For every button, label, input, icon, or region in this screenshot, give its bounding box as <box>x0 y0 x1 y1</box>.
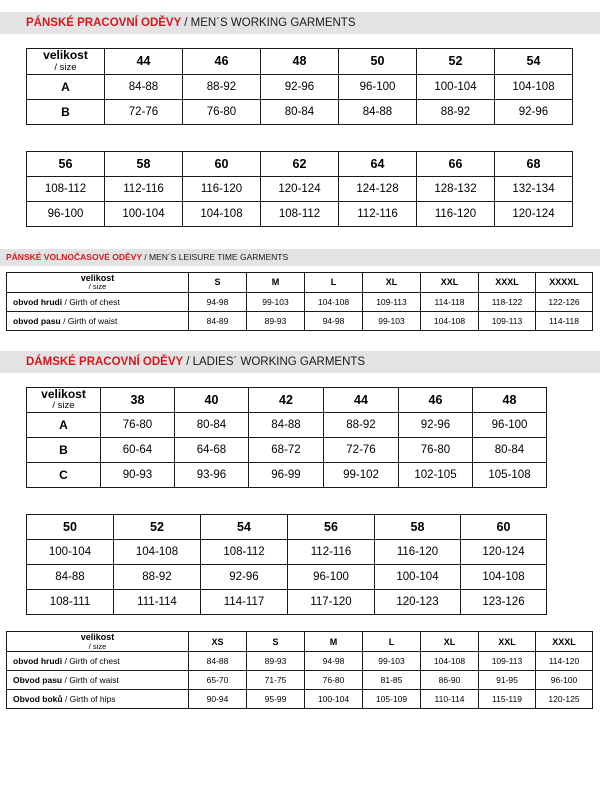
table-row <box>7 311 593 330</box>
col-header-size: L <box>363 632 421 652</box>
col-header-size: 40 <box>175 387 249 413</box>
cell-value: 111-114 <box>114 590 201 615</box>
cell-value: 112-116 <box>288 540 375 565</box>
row-label-cz: Obvod boků <box>13 694 63 705</box>
header-velikost <box>27 49 105 75</box>
col-header-size: XL <box>421 632 479 652</box>
cell-value: 80-84 <box>261 99 339 124</box>
cell-value: 72-76 <box>324 438 399 463</box>
row-label-cz: obvod pasu <box>13 315 61 326</box>
cell-value: 88-92 <box>114 565 201 590</box>
row-label-en: / Girth of chest <box>62 296 120 307</box>
col-header-size: XXXL <box>536 632 593 652</box>
col-header-size: 38 <box>101 387 175 413</box>
row-label: A <box>27 413 101 438</box>
cell-value: 96-99 <box>249 463 324 488</box>
col-header-size: XXL <box>421 272 479 292</box>
row-label <box>7 292 189 311</box>
cell-value: 120-124 <box>261 176 339 201</box>
cell-value: 84-88 <box>339 99 417 124</box>
table-row <box>27 99 573 124</box>
col-header-size: 66 <box>417 151 495 176</box>
col-header-size: M <box>305 632 363 652</box>
table-row <box>7 671 593 690</box>
row-label-en: / Girth of chest <box>62 656 120 667</box>
row-label: A <box>27 74 105 99</box>
cell-value: 94-98 <box>305 652 363 671</box>
section-title-men-leisure-en: / MEN´S LEISURE TIME GARMENTS <box>144 252 289 263</box>
col-header-size: XL <box>363 272 421 292</box>
row-label <box>7 671 189 690</box>
cell-value: 100-104 <box>105 201 183 226</box>
cell-value: 96-100 <box>288 565 375 590</box>
cell-value: 104-108 <box>421 311 479 330</box>
table-ladies-working-1 <box>26 387 547 489</box>
cell-value: 116-120 <box>183 176 261 201</box>
section-title-men-leisure-cz: PÁNSKÉ VOLNOČASOVÉ ODĚVY <box>6 252 145 263</box>
cell-value: 89-93 <box>247 311 305 330</box>
cell-value: 120-124 <box>461 540 547 565</box>
row-label: B <box>27 99 105 124</box>
cell-value: 102-105 <box>399 463 473 488</box>
table-row <box>27 49 573 75</box>
table-row <box>27 413 547 438</box>
col-header-size: 54 <box>201 515 288 540</box>
cell-value: 118-122 <box>479 292 536 311</box>
table-ladies-working-2 <box>26 514 547 615</box>
cell-value: 128-132 <box>417 176 495 201</box>
col-header-size: S <box>247 632 305 652</box>
col-header-size: 60 <box>183 151 261 176</box>
cell-value: 108-111 <box>27 590 114 615</box>
cell-value: 124-128 <box>339 176 417 201</box>
size-label: / size <box>52 400 75 412</box>
cell-value: 117-120 <box>288 590 375 615</box>
section-title-men-working-en: / MEN´S WORKING GARMENTS <box>184 17 356 29</box>
cell-value: 89-93 <box>247 652 305 671</box>
cell-value: 65-70 <box>189 671 247 690</box>
cell-value: 76-80 <box>183 99 261 124</box>
col-header-size: 42 <box>249 387 324 413</box>
table-row <box>7 690 593 709</box>
table-row <box>7 632 593 652</box>
cell-value: 91-95 <box>479 671 536 690</box>
table-row <box>27 387 547 413</box>
col-header-size: 44 <box>324 387 399 413</box>
col-header-size: 44 <box>105 49 183 75</box>
col-header-size: XXXXL <box>536 272 593 292</box>
col-header-size: 50 <box>339 49 417 75</box>
table-row <box>7 272 593 292</box>
col-header-size: 52 <box>417 49 495 75</box>
cell-value: 104-108 <box>183 201 261 226</box>
cell-value: 72-76 <box>105 99 183 124</box>
cell-value: 114-118 <box>536 311 593 330</box>
table-row <box>27 565 547 590</box>
cell-value: 80-84 <box>473 438 547 463</box>
table-row <box>7 292 593 311</box>
col-header-size: 58 <box>105 151 183 176</box>
cell-value: 132-134 <box>495 176 573 201</box>
cell-value: 84-88 <box>27 565 114 590</box>
cell-value: 99-103 <box>247 292 305 311</box>
cell-value: 104-108 <box>305 292 363 311</box>
velikost-label: velikost <box>80 632 115 643</box>
cell-value: 68-72 <box>249 438 324 463</box>
cell-value: 114-120 <box>536 652 593 671</box>
cell-value: 94-98 <box>189 292 247 311</box>
cell-value: 122-126 <box>536 292 593 311</box>
section-title-ladies-working <box>0 351 600 373</box>
size-label: / size <box>54 61 77 73</box>
table-row <box>27 515 547 540</box>
cell-value: 100-104 <box>305 690 363 709</box>
cell-value: 92-96 <box>201 565 288 590</box>
cell-value: 84-88 <box>105 74 183 99</box>
cell-value: 108-112 <box>27 176 105 201</box>
cell-value: 120-124 <box>495 201 573 226</box>
col-header-size: 46 <box>399 387 473 413</box>
cell-value: 86-90 <box>421 671 479 690</box>
cell-value: 109-113 <box>479 311 536 330</box>
cell-value: 120-125 <box>536 690 593 709</box>
cell-value: 123-126 <box>461 590 547 615</box>
col-header-size: 64 <box>339 151 417 176</box>
table-ladies-leisure <box>6 631 593 709</box>
cell-value: 92-96 <box>495 99 573 124</box>
row-label <box>7 652 189 671</box>
cell-value: 104-108 <box>114 540 201 565</box>
table-row <box>27 151 573 176</box>
cell-value: 99-103 <box>363 652 421 671</box>
section-title-men-working-cz: PÁNSKÉ PRACOVNÍ ODĚVY <box>26 17 185 29</box>
cell-value: 93-96 <box>175 463 249 488</box>
cell-value: 84-89 <box>189 311 247 330</box>
table-row <box>27 176 573 201</box>
size-label: / size <box>88 282 107 292</box>
cell-value: 88-92 <box>324 413 399 438</box>
header-velikost <box>7 272 189 292</box>
cell-value: 92-96 <box>399 413 473 438</box>
cell-value: 114-117 <box>201 590 288 615</box>
cell-value: 81-85 <box>363 671 421 690</box>
section-title-men-leisure <box>0 249 600 266</box>
cell-value: 90-93 <box>101 463 175 488</box>
row-label-cz: obvod hrudi <box>13 296 63 307</box>
table-row <box>27 540 547 565</box>
col-header-size: L <box>305 272 363 292</box>
col-header-size: 52 <box>114 515 201 540</box>
cell-value: 104-108 <box>421 652 479 671</box>
col-header-size: 56 <box>27 151 105 176</box>
section-title-men-working <box>0 12 600 34</box>
col-header-size: 60 <box>461 515 547 540</box>
cell-value: 94-98 <box>305 311 363 330</box>
row-label-en: / Girth of waist <box>62 675 119 686</box>
section-title-ladies-working-en: / LADIES´ WORKING GARMENTS <box>186 355 366 368</box>
cell-value: 108-112 <box>261 201 339 226</box>
cell-value: 100-104 <box>375 565 461 590</box>
table-men-leisure <box>6 272 593 331</box>
cell-value: 110-114 <box>421 690 479 709</box>
velikost-label: velikost <box>41 386 86 401</box>
cell-value: 95-99 <box>247 690 305 709</box>
cell-value: 112-116 <box>105 176 183 201</box>
cell-value: 108-112 <box>201 540 288 565</box>
cell-value: 120-123 <box>375 590 461 615</box>
velikost-label: velikost <box>80 272 115 283</box>
table-row <box>27 201 573 226</box>
cell-value: 76-80 <box>305 671 363 690</box>
cell-value: 116-120 <box>375 540 461 565</box>
cell-value: 88-92 <box>417 99 495 124</box>
col-header-size: 56 <box>288 515 375 540</box>
cell-value: 88-92 <box>183 74 261 99</box>
col-header-size: XS <box>189 632 247 652</box>
table-men-working-2 <box>26 151 573 227</box>
cell-value: 99-102 <box>324 463 399 488</box>
col-header-size: XXXL <box>479 272 536 292</box>
cell-value: 60-64 <box>101 438 175 463</box>
cell-value: 96-100 <box>339 74 417 99</box>
cell-value: 109-113 <box>479 652 536 671</box>
velikost-label: velikost <box>43 48 88 62</box>
row-label <box>7 690 189 709</box>
col-header-size: 58 <box>375 515 461 540</box>
cell-value: 76-80 <box>101 413 175 438</box>
col-header-size: 54 <box>495 49 573 75</box>
header-velikost <box>27 387 101 413</box>
cell-value: 80-84 <box>175 413 249 438</box>
table-row <box>27 463 547 488</box>
table-row <box>27 74 573 99</box>
row-label-en: / Girth of hips <box>62 694 116 705</box>
cell-value: 114-118 <box>421 292 479 311</box>
cell-value: 115-119 <box>479 690 536 709</box>
cell-value: 116-120 <box>417 201 495 226</box>
col-header-size: M <box>247 272 305 292</box>
row-label-cz: obvod hrudi <box>13 656 63 667</box>
size-label: / size <box>88 641 107 651</box>
row-label-cz: Obvod pasu <box>13 675 63 686</box>
cell-value: 112-116 <box>339 201 417 226</box>
col-header-size: 68 <box>495 151 573 176</box>
col-header-size: 46 <box>183 49 261 75</box>
cell-value: 105-109 <box>363 690 421 709</box>
cell-value: 84-88 <box>189 652 247 671</box>
cell-value: 105-108 <box>473 463 547 488</box>
cell-value: 71-75 <box>247 671 305 690</box>
col-header-size: XXL <box>479 632 536 652</box>
header-velikost <box>7 632 189 652</box>
table-row <box>27 590 547 615</box>
cell-value: 92-96 <box>261 74 339 99</box>
row-label: C <box>27 463 101 488</box>
cell-value: 104-108 <box>495 74 573 99</box>
row-label: B <box>27 438 101 463</box>
row-label <box>7 311 189 330</box>
cell-value: 104-108 <box>461 565 547 590</box>
col-header-size: 50 <box>27 515 114 540</box>
cell-value: 96-100 <box>473 413 547 438</box>
table-row <box>27 438 547 463</box>
cell-value: 96-100 <box>536 671 593 690</box>
table-row <box>7 652 593 671</box>
cell-value: 109-113 <box>363 292 421 311</box>
col-header-size: 48 <box>473 387 547 413</box>
col-header-size: S <box>189 272 247 292</box>
section-title-ladies-working-cz: DÁMSKÉ PRACOVNÍ ODĚVY <box>26 355 187 368</box>
cell-value: 64-68 <box>175 438 249 463</box>
cell-value: 99-103 <box>363 311 421 330</box>
col-header-size: 48 <box>261 49 339 75</box>
cell-value: 90-94 <box>189 690 247 709</box>
cell-value: 84-88 <box>249 413 324 438</box>
table-men-working-1 <box>26 48 573 125</box>
cell-value: 100-104 <box>417 74 495 99</box>
cell-value: 100-104 <box>27 540 114 565</box>
cell-value: 96-100 <box>27 201 105 226</box>
col-header-size: 62 <box>261 151 339 176</box>
row-label-en: / Girth of waist <box>60 315 118 326</box>
cell-value: 76-80 <box>399 438 473 463</box>
